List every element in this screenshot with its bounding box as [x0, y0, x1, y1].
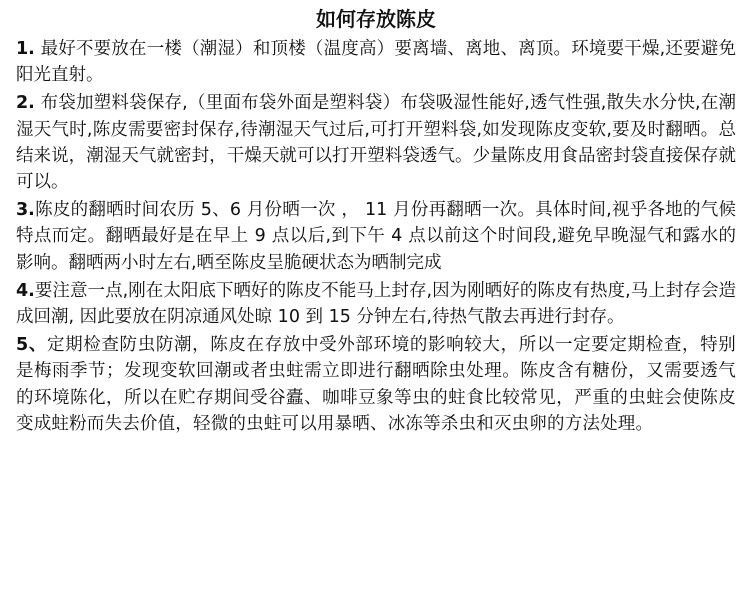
tip-number-5: 5、 — [16, 335, 47, 356]
tip-number-1: 1. — [16, 39, 35, 59]
tip-number-2: 2. — [16, 93, 35, 114]
tip-text-1: 最好不要放在一楼（潮湿）和顶楼（温度高）要离墙、离地、离顶。环境要干燥,还要避免阳光直射。 — [16, 39, 736, 86]
document-title: 如何存放陈皮 — [316, 7, 436, 31]
tip-item-4 — [16, 278, 736, 330]
tip-item-3 — [16, 197, 736, 276]
tip-number-4: 4. — [16, 280, 35, 301]
tip-item-1 — [16, 36, 736, 88]
tip-item-5 — [16, 332, 736, 437]
tip-text-4: 要注意一点,刚在太阳底下晒好的陈皮不能马上封存,因为刚晒好的陈皮有热度,马上封存会造成回潮, 因此要放在阴凉通风处晾 10 到 15 分钟左右,待热气散去再进行封存。 — [16, 280, 736, 328]
tip-number-3: 3. — [16, 200, 35, 221]
tip-text-3: 陈皮的翻晒时间农历 5、6 月份晒一次 ， 11 月份再翻晒一次。具体时间,视乎各地的气候特点而定。翻晒最好是在早上 9 点以后,到下午 4 点以前这个时间段,避免早晚湿气和露水的影响。翻晒两小时左右,晒至陈皮呈脆硬状态为晒制完成 — [16, 200, 736, 273]
tip-text-2: 布袋加塑料袋保存,（里面布袋外面是塑料袋）布袋吸湿性能好,透气性强,散失水分快,在潮湿天气时,陈皮需要密封保存,待潮湿天气过后,可打开塑料袋,如发现陈皮变软,要及时翻晒。总结来说，潮湿天气就密封，干燥天就可以打开塑料袋透气。少量陈皮用食品密封袋直接保存就可以。 — [16, 93, 736, 193]
tip-item-2 — [16, 90, 736, 195]
tip-text-5: 定期检查防虫防潮，陈皮在存放中受外部环境的影响较大，所以一定要定期检查，特别是梅雨季节；发现变软回潮或者虫蛀需立即进行翻晒除虫处理。陈皮含有糖份，又需要透气的环境陈化，所以在贮存期间受谷蠹、咖啡豆象等虫的蛀食比较常见，严重的虫蛀会使陈皮变成蛀粉而失去价值，轻微的虫蛀可以用暴晒、冰冻等杀虫和灭虫卵的方法处理。 — [16, 335, 736, 434]
